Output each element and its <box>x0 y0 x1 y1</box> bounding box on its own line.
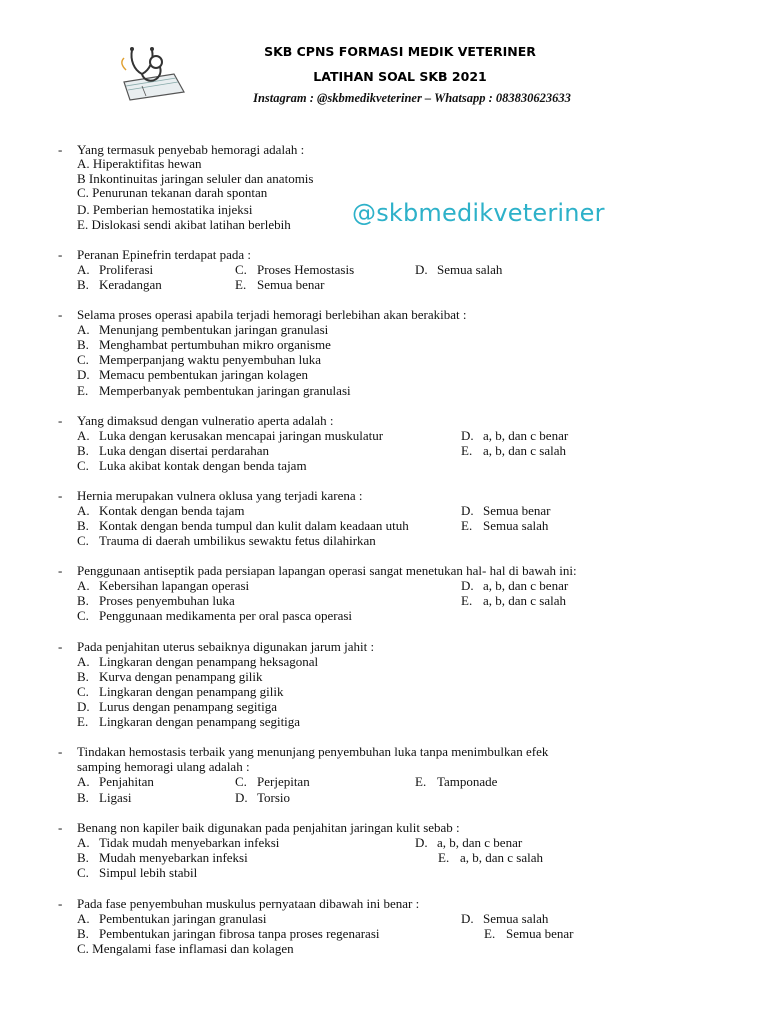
option-text: Lingkaran dengan penampang segitiga <box>99 714 301 729</box>
option-letter: B. <box>77 926 89 941</box>
question-stem: Tindakan hemostasis terbaik yang menunjang penyembuhan luka tanpa menimbulkan efek <box>77 744 549 759</box>
bullet-dash: - <box>58 247 63 262</box>
option-text: Pembentukan jaringan fibrosa tanpa proses regenarasi <box>99 926 380 941</box>
option-a <box>77 578 249 593</box>
question-stem: Benang non kapiler baik digunakan pada penjahitan jaringan kulit sebab : <box>77 820 460 835</box>
option-b <box>77 518 409 533</box>
option-b <box>77 443 269 458</box>
option-letter: A. <box>77 774 90 789</box>
option-e <box>484 926 574 941</box>
option-e <box>461 443 566 458</box>
option-text: Kontak dengan benda tumpul dan kulit dalam keadaan utuh <box>99 518 409 533</box>
option-letter: B. <box>77 790 89 805</box>
option-text: a, b, dan c benar <box>483 428 569 443</box>
option-text: Memacu pembentukan jaringan kolagen <box>99 367 309 382</box>
option-d: D. Pemberian hemostatika injeksi <box>77 202 253 217</box>
option-letter: D. <box>235 790 248 805</box>
option-letter: E. <box>77 383 89 398</box>
option-letter: A. <box>77 835 90 850</box>
option-letter: D. <box>77 699 90 714</box>
option-letter: A. <box>77 262 90 277</box>
bullet-dash: - <box>58 744 63 759</box>
option-c <box>77 458 307 473</box>
option-text: Menghambat pertumbuhan mikro organisme <box>99 337 331 352</box>
option-text: Trauma di daerah umbilikus sewaktu fetus dilahirkan <box>99 533 376 548</box>
option-letter: B. <box>77 277 89 292</box>
option-a <box>77 262 153 277</box>
option-text: Kebersihan lapangan operasi <box>99 578 250 593</box>
option-text: Penjahitan <box>99 774 154 789</box>
option-text: Kurva dengan penampang gilik <box>99 669 263 684</box>
question-stem: Yang dimaksud dengan vulneratio aperta adalah : <box>77 413 334 428</box>
option-text: a, b, dan c salah <box>460 850 544 865</box>
option-c: C. Mengalami fase inflamasi dan kolagen <box>77 941 294 956</box>
option-letter: E. <box>438 850 450 865</box>
option-b <box>77 926 379 941</box>
option-a <box>77 774 154 789</box>
option-text: Semua benar <box>506 926 574 941</box>
option-letter: B. <box>77 850 89 865</box>
option-text: Tidak mudah menyebarkan infeksi <box>99 835 280 850</box>
option-b <box>77 277 162 292</box>
option-letter: C. <box>77 533 89 548</box>
option-b <box>77 790 132 805</box>
option-b <box>77 850 248 865</box>
option-text: Lingkaran dengan penampang gilik <box>99 684 284 699</box>
option-letter: A. <box>77 322 90 337</box>
option-letter: C. <box>235 774 247 789</box>
option-letter: C. <box>77 352 89 367</box>
option-text: Torsio <box>257 790 291 805</box>
option-text: Semua salah <box>483 911 549 926</box>
option-e: E. Dislokasi sendi akibat latihan berlebih <box>77 217 291 232</box>
bullet-dash: - <box>58 820 63 835</box>
option-text: Semua salah <box>437 262 503 277</box>
watermark-text: @skbmedikveteriner <box>352 199 605 227</box>
question-stem: Pada fase penyembuhan muskulus pernyataan dibawah ini benar : <box>77 896 420 911</box>
document-header <box>0 0 768 115</box>
option-text: a, b, dan c salah <box>483 593 567 608</box>
option-d <box>461 503 551 518</box>
option-text: Penggunaan medikamenta per oral pasca operasi <box>99 608 353 623</box>
option-text: Semua benar <box>257 277 325 292</box>
question-stem: Yang termasuk penyebab hemoragi adalah : <box>77 142 305 157</box>
option-text: Mudah menyebarkan infeksi <box>99 850 248 865</box>
option-text: Luka akibat kontak dengan benda tajam <box>99 458 307 473</box>
question-stem: Hernia merupakan vulnera oklusa yang terjadi karena : <box>77 488 363 503</box>
option-letter: B. <box>77 443 89 458</box>
option-letter: E. <box>461 518 473 533</box>
document-title: SKB CPNS FORMASI MEDIK VETERINER <box>264 44 536 59</box>
option-b: B Inkontinuitas jaringan seluler dan anatomis <box>77 171 314 186</box>
document-subtitle: LATIHAN SOAL SKB 2021 <box>313 69 487 84</box>
bullet-dash: - <box>58 307 63 322</box>
option-text: Memperpanjang waktu penyembuhan luka <box>99 352 322 367</box>
option-e <box>415 774 497 789</box>
question-stem: Selama proses operasi apabila terjadi hemoragi berlebihan akan berakibat : <box>77 307 467 322</box>
option-c <box>77 352 321 367</box>
option-b <box>77 337 331 352</box>
option-text: Proliferasi <box>99 262 154 277</box>
option-d <box>415 262 502 277</box>
contact-line: Instagram : @skbmedikveteriner – Whatsapp : 083830623633 <box>253 91 571 105</box>
option-text: a, b, dan c salah <box>483 443 567 458</box>
option-letter: C. <box>77 458 89 473</box>
option-letter: C. <box>77 684 89 699</box>
option-letter: C. <box>77 608 89 623</box>
option-text: a, b, dan c benar <box>437 835 523 850</box>
option-a <box>77 428 383 443</box>
bullet-dash: - <box>58 413 63 428</box>
question-stem-continued: samping hemoragi ulang adalah : <box>77 759 250 774</box>
option-letter: A. <box>77 654 90 669</box>
option-d <box>77 367 308 382</box>
option-text: Tamponade <box>437 774 498 789</box>
option-text: Semua benar <box>483 503 551 518</box>
question-stem: Penggunaan antiseptik pada persiapan lapangan operasi sangat menetukan hal- hal di bawah ini: <box>77 563 577 578</box>
option-letter: E. <box>461 593 473 608</box>
option-e <box>235 277 325 292</box>
option-text: Proses penyembuhan luka <box>99 593 235 608</box>
option-text: Memperbanyak pembentukan jaringan granulasi <box>99 383 351 398</box>
option-letter: C. <box>235 262 247 277</box>
option-c: C. Penurunan tekanan darah spontan <box>77 185 268 200</box>
option-text: Lurus dengan penampang segitiga <box>99 699 277 714</box>
bullet-dash: - <box>58 639 63 654</box>
option-letter: A. <box>77 578 90 593</box>
option-text: Ligasi <box>99 790 132 805</box>
option-c <box>77 608 352 623</box>
option-letter: B. <box>77 669 89 684</box>
option-c <box>235 262 354 277</box>
bullet-dash: - <box>58 563 63 578</box>
option-text: Proses Hemostasis <box>257 262 355 277</box>
bullet-dash: - <box>58 488 63 503</box>
option-d <box>235 790 290 805</box>
option-text: Pembentukan jaringan granulasi <box>99 911 267 926</box>
option-text: Kontak dengan benda tajam <box>99 503 245 518</box>
option-text: Simpul lebih stabil <box>99 865 198 880</box>
option-a <box>77 503 244 518</box>
option-text: Luka dengan kerusakan mencapai jaringan muskulatur <box>99 428 384 443</box>
option-a: A. Hiperaktifitas hewan <box>77 156 202 171</box>
option-letter: A. <box>77 428 90 443</box>
option-b <box>77 669 263 684</box>
option-letter: C. <box>77 865 89 880</box>
option-letter: E. <box>77 714 89 729</box>
option-b <box>77 593 235 608</box>
option-letter: B. <box>77 593 89 608</box>
option-letter: B. <box>77 518 89 533</box>
bullet-dash: - <box>58 896 63 911</box>
option-letter: D. <box>415 262 428 277</box>
option-letter: D. <box>461 503 474 518</box>
option-e <box>461 518 548 533</box>
option-letter: B. <box>77 337 89 352</box>
option-letter: A. <box>77 503 90 518</box>
option-e <box>77 714 300 729</box>
option-a <box>77 654 318 669</box>
option-e <box>461 593 566 608</box>
option-letter: D. <box>461 428 474 443</box>
option-c <box>77 865 197 880</box>
option-text: Luka dengan disertai perdarahan <box>99 443 270 458</box>
option-letter: A. <box>77 911 90 926</box>
option-text: Lingkaran dengan penampang heksagonal <box>99 654 319 669</box>
option-letter: D. <box>461 911 474 926</box>
option-text: Menunjang pembentukan jaringan granulasi <box>99 322 329 337</box>
option-e <box>438 850 543 865</box>
question-stem: Pada penjahitan uterus sebaiknya digunakan jarum jahit : <box>77 639 375 654</box>
option-a <box>77 835 279 850</box>
option-text: a, b, dan c benar <box>483 578 569 593</box>
option-d <box>415 835 522 850</box>
option-d <box>461 911 548 926</box>
option-letter: D. <box>461 578 474 593</box>
option-d <box>461 578 568 593</box>
bullet-dash: - <box>58 142 63 157</box>
question-stem: Peranan Epinefrin terdapat pada : <box>77 247 251 262</box>
option-letter: E. <box>484 926 496 941</box>
option-c <box>235 774 310 789</box>
option-letter: D. <box>77 367 90 382</box>
option-text: Semua salah <box>483 518 549 533</box>
option-letter: E. <box>461 443 473 458</box>
option-letter: D. <box>415 835 428 850</box>
option-d <box>77 699 277 714</box>
option-d <box>461 428 568 443</box>
option-a <box>77 911 267 926</box>
option-e <box>77 383 351 398</box>
option-letter: E. <box>415 774 427 789</box>
option-a <box>77 322 328 337</box>
option-text: Perjepitan <box>257 774 310 789</box>
option-c <box>77 684 283 699</box>
option-text: Keradangan <box>99 277 162 292</box>
option-letter: E. <box>235 277 247 292</box>
option-c <box>77 533 376 548</box>
